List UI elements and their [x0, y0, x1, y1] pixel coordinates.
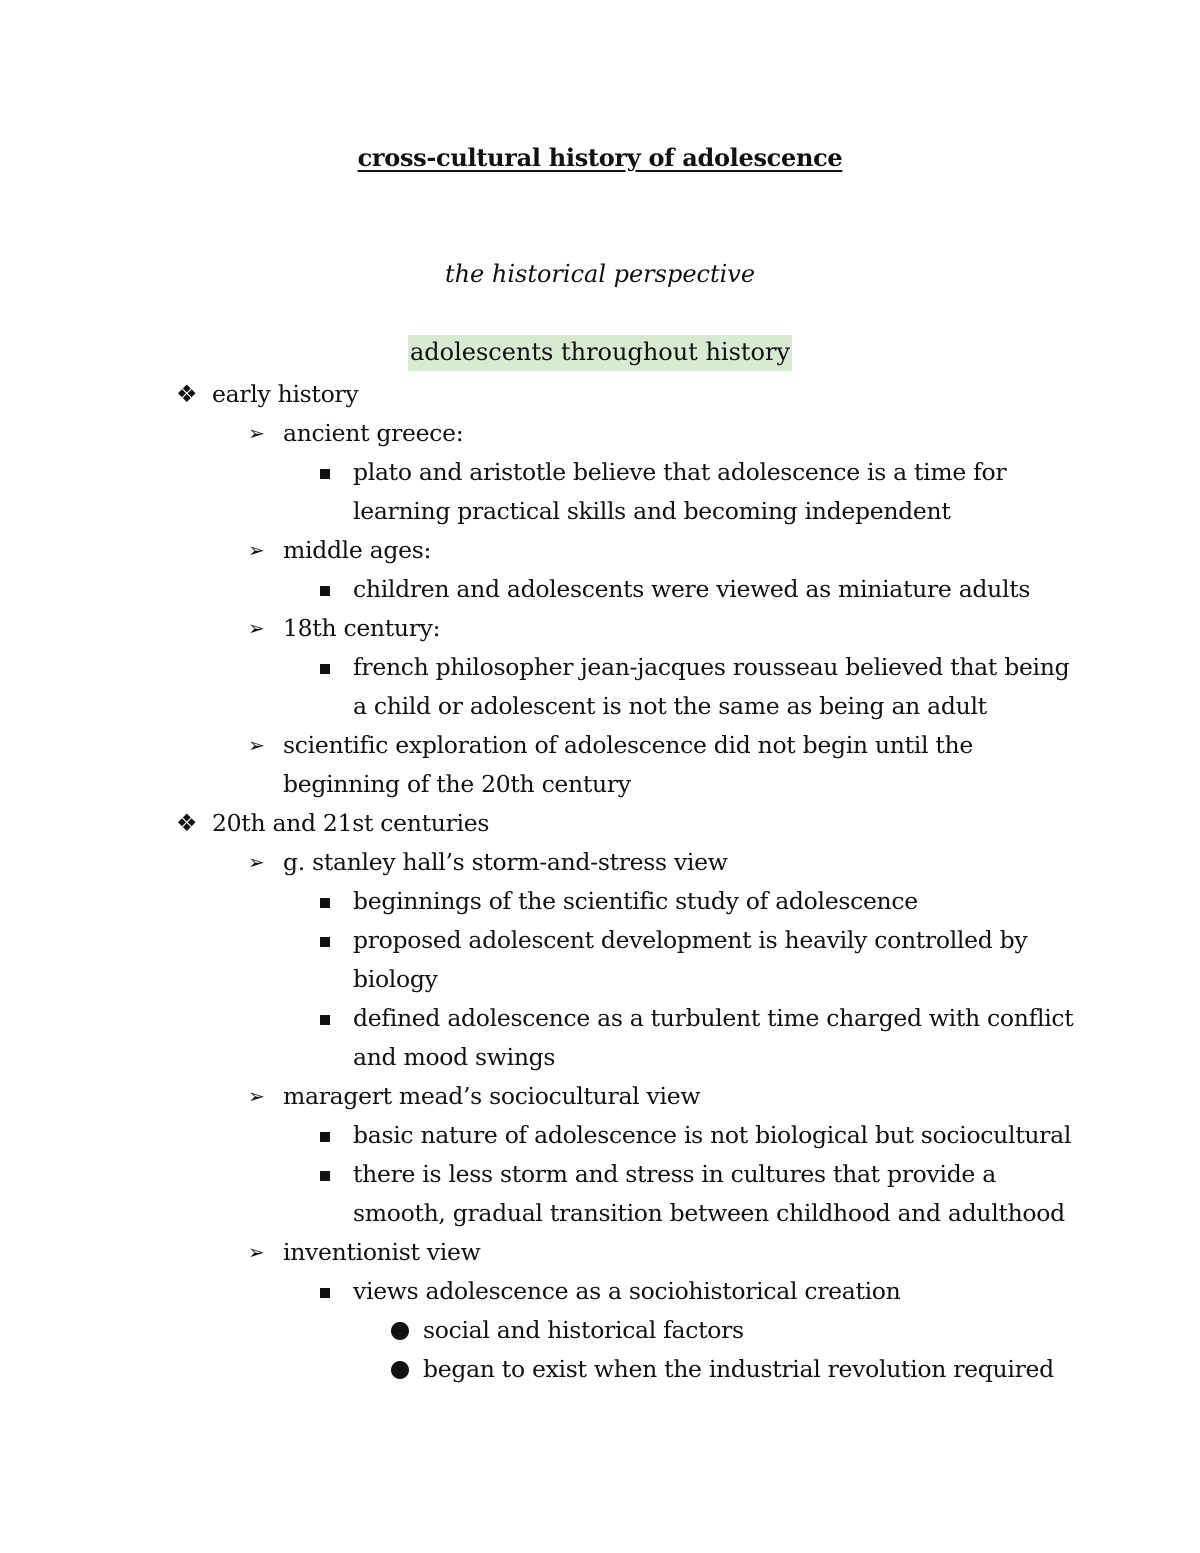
- outline-item-level-3: [0, 1272, 1200, 1311]
- outline-item-text: scientific exploration of adolescence did not begin until the: [283, 731, 973, 759]
- square-bullet-icon: [320, 1015, 330, 1025]
- arrow-bullet-icon: ➢: [248, 1084, 265, 1108]
- arrow-bullet-icon: ➢: [248, 733, 265, 757]
- outline-item-level-1: [0, 804, 1200, 843]
- outline-item-text: basic nature of adolescence is not biological but sociocultural: [353, 1121, 1072, 1149]
- outline-item-text: middle ages:: [283, 536, 432, 564]
- outline-item-level-2: [0, 765, 1200, 804]
- outline-item-text: began to exist when the industrial revolution required: [423, 1355, 1054, 1383]
- outline-item-level-3: [0, 570, 1200, 609]
- outline-item-level-3: [0, 687, 1200, 726]
- outline-item-text: there is less storm and stress in cultures that provide a: [353, 1160, 996, 1188]
- outline-item-text: views adolescence as a sociohistorical creation: [353, 1277, 901, 1305]
- outline-item-level-2: [0, 609, 1200, 648]
- outline-item-text: 20th and 21st centuries: [212, 809, 490, 837]
- outline-item-level-3: [0, 492, 1200, 531]
- outline-item-text: biology: [353, 965, 438, 993]
- outline-item-level-3: [0, 882, 1200, 921]
- outline-item-text: social and historical factors: [423, 1316, 744, 1344]
- outline-item-text: 18th century:: [283, 614, 441, 642]
- outline-item-level-3: [0, 453, 1200, 492]
- outline-item-level-2: [0, 414, 1200, 453]
- outline-item-text: beginnings of the scientific study of adolescence: [353, 887, 918, 915]
- square-bullet-icon: [320, 469, 330, 479]
- outline-item-level-2: [0, 1233, 1200, 1272]
- square-bullet-icon: [320, 1288, 330, 1298]
- disc-bullet-icon: [391, 1322, 409, 1340]
- outline-item-text: french philosopher jean-jacques rousseau believed that being: [353, 653, 1070, 681]
- diamond-bullet-icon: ❖: [176, 380, 198, 408]
- outline-item-level-2: [0, 726, 1200, 765]
- outline-item-level-3: [0, 1038, 1200, 1077]
- diamond-bullet-icon: ❖: [176, 809, 198, 837]
- section-heading-wrapper: [0, 335, 1200, 371]
- section-heading: adolescents throughout history: [408, 335, 792, 371]
- outline-item-level-1: [0, 375, 1200, 414]
- document-subtitle: the historical perspective: [444, 260, 756, 288]
- outline-item-text: early history: [212, 380, 359, 408]
- outline-item-level-3: [0, 1194, 1200, 1233]
- outline-item-level-3: [0, 1116, 1200, 1155]
- square-bullet-icon: [320, 664, 330, 674]
- outline-item-level-3: [0, 960, 1200, 999]
- outline-item-text: proposed adolescent development is heavily controlled by: [353, 926, 1028, 954]
- outline-item-level-4: [0, 1350, 1200, 1389]
- outline-item-text: ancient greece:: [283, 419, 464, 447]
- arrow-bullet-icon: ➢: [248, 1240, 265, 1264]
- outline-item-level-4: [0, 1311, 1200, 1350]
- square-bullet-icon: [320, 1171, 330, 1181]
- outline-item-level-3: [0, 1155, 1200, 1194]
- outline-item-level-2: [0, 843, 1200, 882]
- outline-item-text: maragert mead’s sociocultural view: [283, 1082, 701, 1110]
- outline-item-level-3: [0, 648, 1200, 687]
- outline-item-text: smooth, gradual transition between childhood and adulthood: [353, 1199, 1065, 1227]
- arrow-bullet-icon: ➢: [248, 616, 265, 640]
- disc-bullet-icon: [391, 1361, 409, 1379]
- outline-item-level-3: [0, 999, 1200, 1038]
- square-bullet-icon: [320, 586, 330, 596]
- square-bullet-icon: [320, 1132, 330, 1142]
- outline-item-level-3: [0, 921, 1200, 960]
- outline-item-text: g. stanley hall’s storm-and-stress view: [283, 848, 728, 876]
- outline-item-text: children and adolescents were viewed as miniature adults: [353, 575, 1031, 603]
- outline-item-text: inventionist view: [283, 1238, 481, 1266]
- square-bullet-icon: [320, 898, 330, 908]
- outline-item-text: plato and aristotle believe that adolescence is a time for: [353, 458, 1007, 486]
- outline-item-level-2: [0, 531, 1200, 570]
- outline-item-level-2: [0, 1077, 1200, 1116]
- outline-item-text: defined adolescence as a turbulent time charged with conflict: [353, 1004, 1074, 1032]
- document-title: cross-cultural history of adolescence: [357, 143, 843, 172]
- outline-item-text: learning practical skills and becoming independent: [353, 497, 951, 525]
- outline-item-text: beginning of the 20th century: [283, 770, 631, 798]
- arrow-bullet-icon: ➢: [248, 421, 265, 445]
- outline-item-text: a child or adolescent is not the same as being an adult: [353, 692, 987, 720]
- outline-item-text: and mood swings: [353, 1043, 556, 1071]
- square-bullet-icon: [320, 937, 330, 947]
- arrow-bullet-icon: ➢: [248, 850, 265, 874]
- outline-list: [0, 375, 1200, 1389]
- arrow-bullet-icon: ➢: [248, 538, 265, 562]
